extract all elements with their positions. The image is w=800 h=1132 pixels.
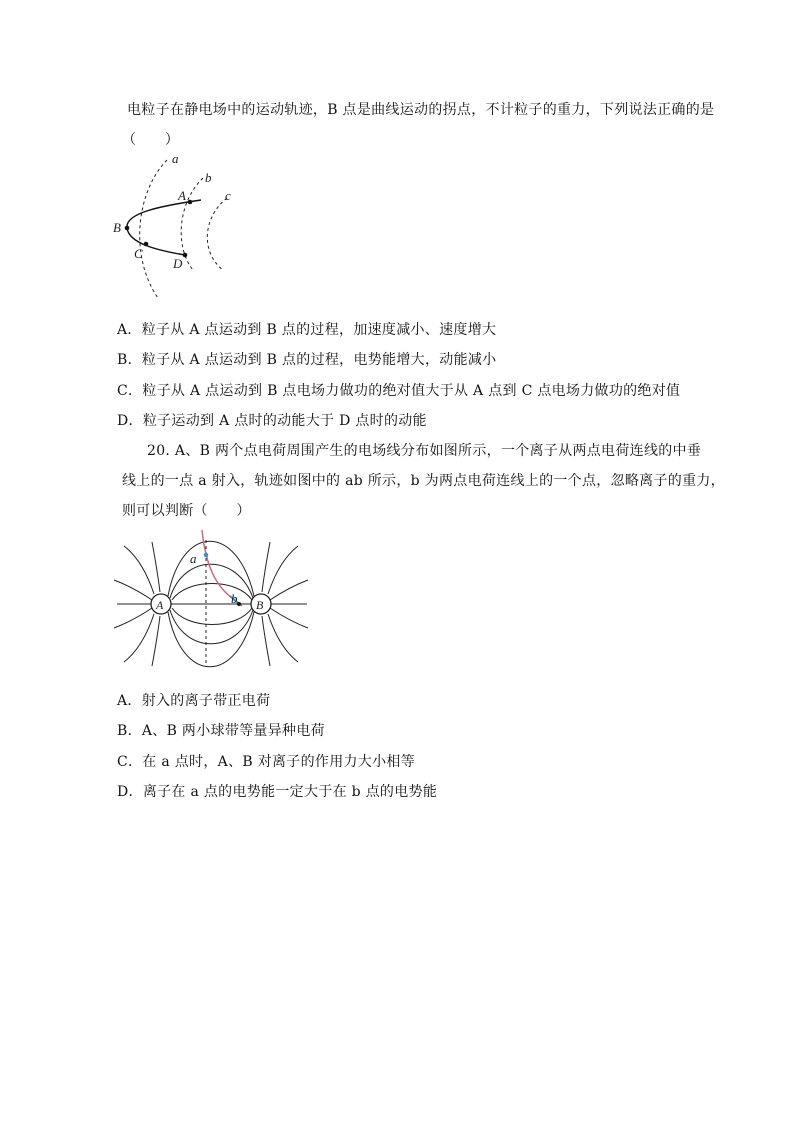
q19-figure [105, 148, 250, 303]
q20-stem-line2: 线上的一点 a 射入，轨迹如图中的 ab 所示，b 为两点电荷连线上的一个点，忽略离子的重力， [122, 473, 725, 489]
q20-stem-line3: 则可以判断（ ） [122, 503, 251, 519]
q19-option-a: A．粒子从 A 点运动到 B 点的过程，加速度减小、速度增大 [117, 322, 497, 338]
q19-option-c: C．粒子从 A 点运动到 B 点电场力做功的绝对值大于从 A 点到 C 点电场力做功的绝对值 [117, 383, 681, 399]
q19-option-d: D．粒子运动到 A 点时的动能大于 D 点时的动能 [117, 413, 427, 429]
equipotential-line-c [207, 198, 227, 270]
q20-option-d: D．离子在 a 点的电势能一定大于在 b 点的电势能 [117, 784, 438, 800]
label-b: b [231, 591, 238, 606]
label-a: a [172, 151, 179, 166]
charge-B-label: B [256, 598, 264, 612]
label-c: c [225, 188, 231, 203]
q20-stem-line1: 20. A、B 两个点电荷周围产生的电场线分布如图所示，一个离子从两点电荷连线的中垂 [147, 443, 702, 459]
q20-option-b: B．A、B 两小球带等量异种电荷 [117, 723, 325, 739]
q20-option-c: C．在 a 点时，A、B 对离子的作用力大小相等 [117, 754, 416, 770]
q20-option-a: A．射入的离子带正电荷 [117, 693, 271, 709]
q19-stem-line2: （ ） [122, 132, 180, 148]
q20-figure [112, 528, 312, 668]
point-C-dot [144, 242, 149, 247]
label-a: a [190, 551, 197, 566]
q19-option-b: B．粒子从 A 点运动到 B 点的过程，电势能增大，动能减小 [117, 352, 497, 368]
label-b: b [205, 170, 212, 185]
label-A: A [178, 188, 186, 203]
q19-stem-line1: 电粒子在静电场中的运动轨迹，B 点是曲线运动的拐点，不计粒子的重力，下列说法正确的是 [127, 102, 715, 118]
point-B-dot [125, 226, 130, 231]
point-a-dot [204, 553, 209, 558]
label-B: B [113, 220, 121, 235]
equipotential-line-a [140, 160, 167, 298]
charge-A-label: A [156, 598, 164, 612]
label-D: D [173, 256, 183, 271]
point-A-dot [188, 200, 193, 205]
label-C: C [134, 246, 143, 261]
point-D-dot [183, 253, 188, 258]
point-b-dot [237, 602, 241, 606]
